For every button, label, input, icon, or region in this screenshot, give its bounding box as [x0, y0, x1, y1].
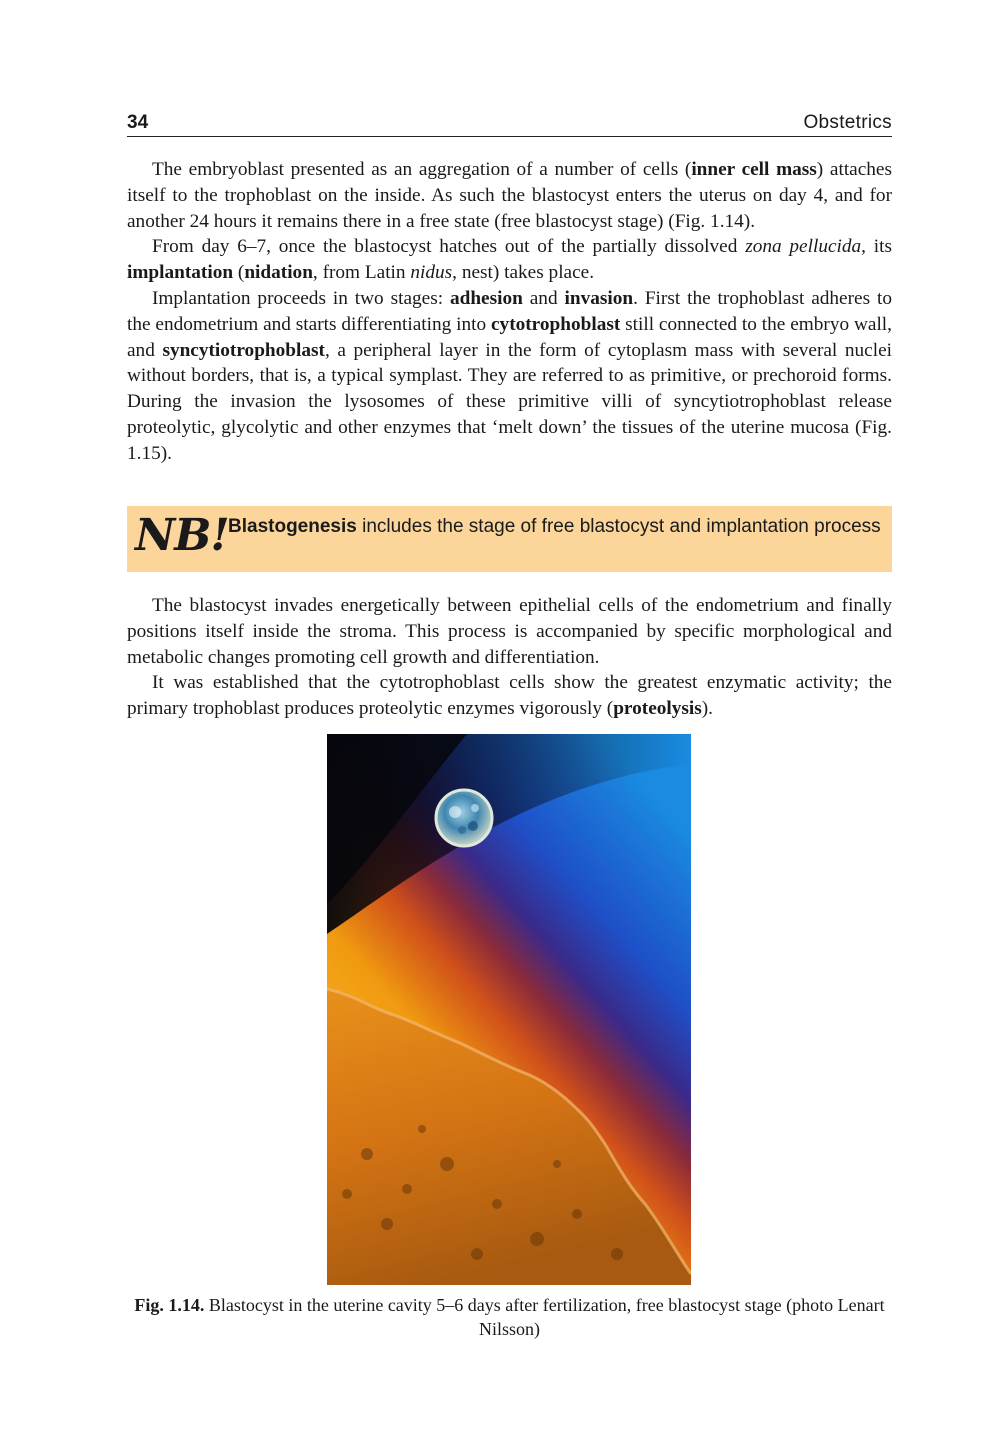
bold-term-inner-cell-mass: inner cell mass: [691, 159, 817, 180]
text-run: The blastocyst invades energetically between epithelial cells of the endometrium and finally positions itself inside the stroma. This process is accompanied by specific morphological and metabolic changes promoting cell growth and differentiation.: [127, 595, 892, 668]
text-run: Implantation proceeds in two stages:: [152, 287, 450, 309]
caption-label: Fig. 1.14.: [134, 1295, 205, 1315]
italic-term-zona-pellucida: zona pellucida: [745, 236, 862, 258]
body-text-top: [127, 157, 892, 467]
text-run: From day 6–7, once the blastocyst hatches out of the partially dissolved: [152, 236, 746, 258]
nb-callout: [127, 506, 892, 572]
text-run: It was established that the cytotrophoblast cells show the greatest enzymatic activity; the primary trophoblast produces proteolytic enzymes vigorously (: [127, 672, 892, 720]
bold-term-invasion: invasion: [564, 287, 634, 309]
text-run: , nest) takes place.: [452, 262, 595, 284]
text-run: , its: [861, 236, 893, 258]
nb-mark: NB!: [135, 510, 229, 561]
caption-text: Blastocyst in the uterine cavity 5–6 days after fertilization, free blastocyst stage (photo Lenart Nilsson): [204, 1295, 885, 1339]
blastocyst-cell: [436, 790, 492, 846]
bold-term-implantation: implantation: [127, 262, 234, 284]
paragraph-proteolysis: [127, 670, 892, 722]
text-run: ).: [701, 698, 714, 720]
bold-term-syncytiotrophoblast: syncytiotrophoblast: [162, 339, 325, 361]
figure-blastocyst-photo: [327, 734, 691, 1285]
text-run: , from Latin: [312, 262, 411, 284]
text-run: and: [522, 287, 565, 309]
text-run: still connected to the embryo wall, and: [127, 313, 892, 361]
nb-bold-term: Blastogenesis: [228, 516, 357, 537]
bold-term-proteolysis: proteolysis: [613, 698, 702, 720]
text-run: (: [233, 262, 245, 284]
page-header: [127, 112, 892, 137]
page-number: 34: [127, 112, 149, 133]
text-run: ) attaches itself to the trophoblast on the inside. As such the blastocyst enters the uterus on day 4, and for another 24 hours it remains there in a free state (free blastocyst stage) (Fig. 1.14).: [127, 159, 892, 232]
text-run: The embryoblast presented as an aggregation of a number of cells (: [152, 159, 692, 180]
paragraph-invasion: [127, 593, 892, 670]
nb-text-run: includes the stage of free blastocyst and implantation process: [356, 516, 881, 537]
bold-term-cytotrophoblast: cytotrophoblast: [491, 313, 621, 335]
paragraph-implantation: [127, 234, 892, 286]
text-run: . First the trophoblast adheres to the endometrium and starts differentiating into: [127, 287, 892, 335]
italic-term-nidus: nidus: [410, 262, 453, 284]
nb-text: [228, 514, 883, 540]
bold-term-nidation: nidation: [244, 262, 313, 284]
bold-term-adhesion: adhesion: [449, 287, 523, 309]
body-text-bottom: [127, 593, 892, 722]
running-title: Obstetrics: [803, 112, 892, 133]
paragraph-embryoblast: [127, 157, 892, 234]
text-run: , a peripheral layer in the form of cytoplasm mass with several nuclei without borders, that is, a typical symplast. They are referred to as primitive, or prechoroid forms. During the invasion the lysosomes of these primitive villi of syncytiotrophoblast release proteolytic, glycolytic and other enzymes that ‘melt down’ the tissues of the uterine mucosa (Fig. 1.15).: [127, 339, 892, 464]
blastocyst-photo-illustration: [327, 734, 691, 1285]
paragraph-stages: [127, 286, 892, 467]
figure-caption: [127, 1293, 892, 1341]
